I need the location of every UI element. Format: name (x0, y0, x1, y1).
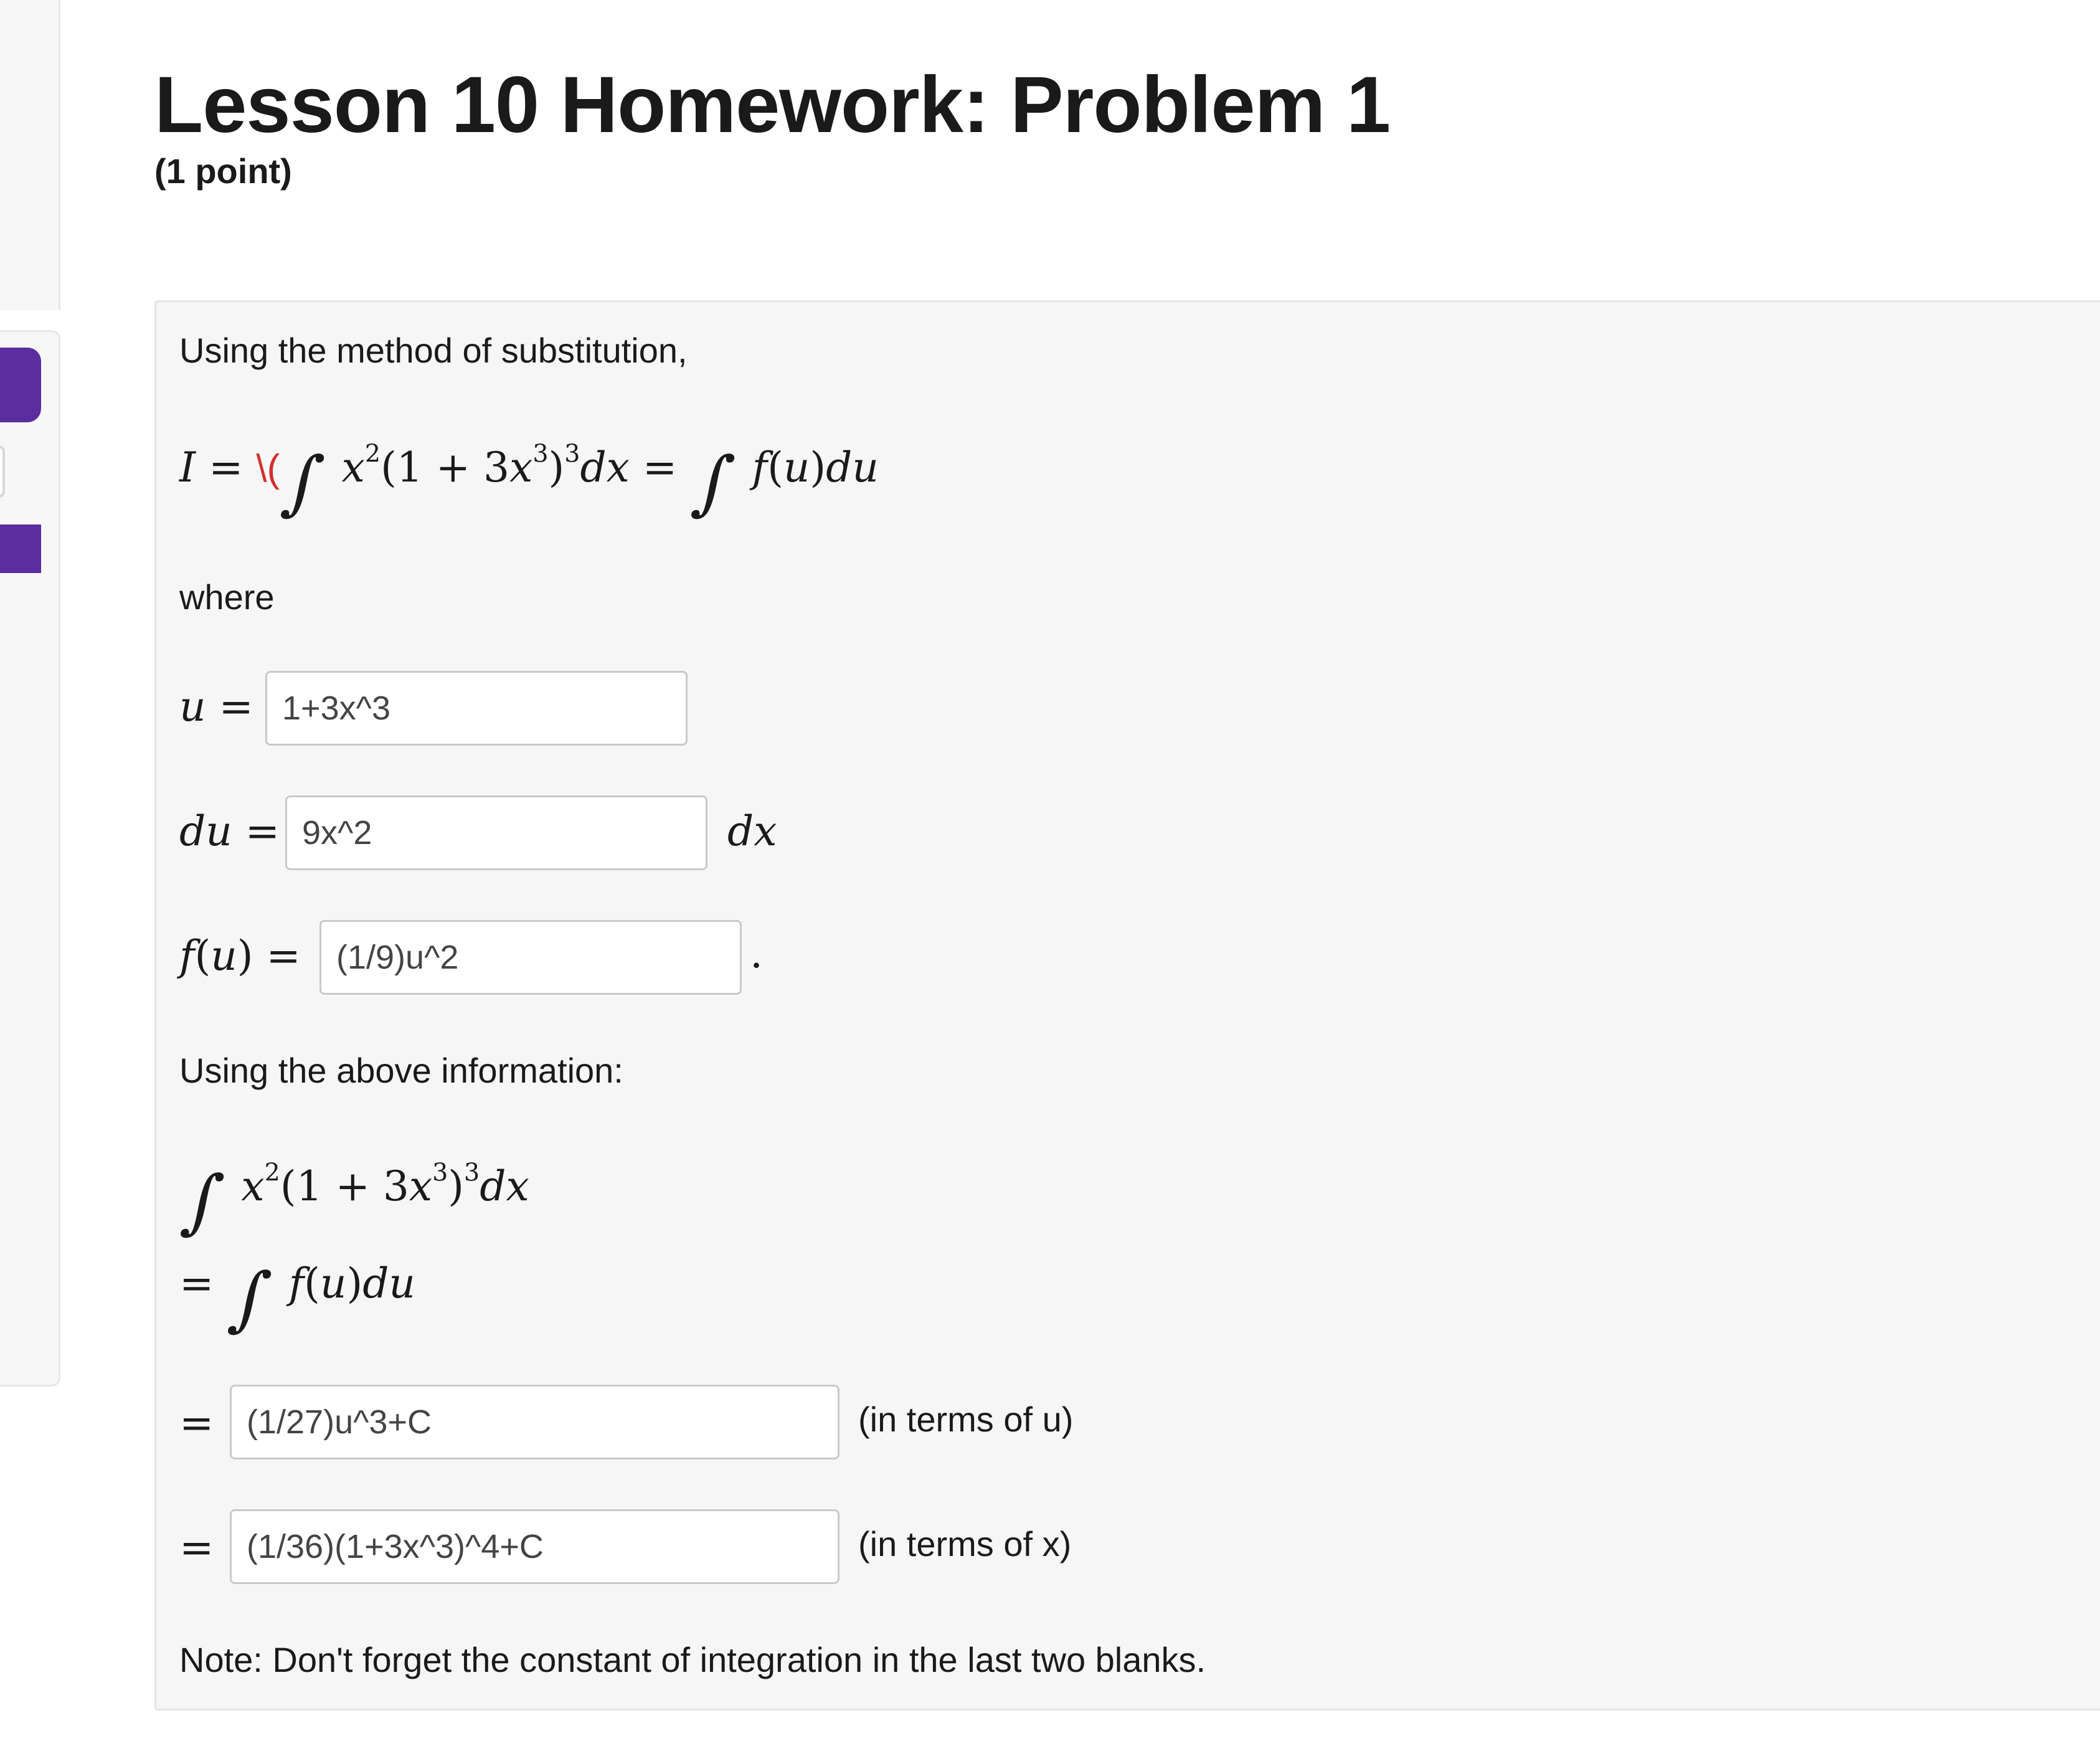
sidebar-active-item[interactable] (0, 348, 41, 422)
u-label: u = (179, 683, 253, 731)
integral-fu: = ∫ f(u)du (179, 1258, 415, 1340)
antiderivative-u-input[interactable] (230, 1385, 840, 1459)
integral-equation: I = \(∫ $x^2(1 + 3x^3)^3dx$ = ∫ f(u)du (179, 439, 879, 524)
dx-label: dx (727, 807, 777, 855)
in-terms-of-u-label: (in terms of u) (858, 1400, 1074, 1439)
u-input[interactable] (265, 671, 688, 746)
du-label: du = (179, 807, 280, 855)
note-text: Note: Don't forget the constant of integration in the last two blanks. (179, 1640, 1206, 1679)
where-label: where (179, 577, 275, 617)
equals-sign: = (179, 1524, 214, 1572)
antiderivative-x-input[interactable] (230, 1509, 840, 1584)
fu-input[interactable] (319, 920, 742, 995)
sidebar-panel (0, 330, 60, 1387)
tex-delimiter: \( (256, 447, 280, 490)
page-title: Lesson 10 Homework: Problem 1 (154, 60, 1391, 149)
problem-body (154, 300, 2100, 1710)
above-info-label: Using the above information: (179, 1051, 623, 1090)
sidebar-panel-top (0, 0, 60, 310)
equals-sign: = (179, 1399, 214, 1447)
problem-intro: Using the method of substitution, (179, 331, 688, 370)
sidebar-item[interactable] (0, 524, 41, 573)
period: . (750, 929, 763, 977)
in-terms-of-x-label: (in terms of x) (858, 1524, 1072, 1563)
du-input[interactable] (285, 795, 707, 870)
integral-lhs: ∫ $x^2(1 + 3x^3)^3dx$ (177, 1158, 529, 1243)
sidebar-collapse-handle[interactable] (0, 445, 5, 498)
problem-points: (1 point) (154, 151, 292, 191)
fu-label: f(u) = (179, 932, 301, 980)
